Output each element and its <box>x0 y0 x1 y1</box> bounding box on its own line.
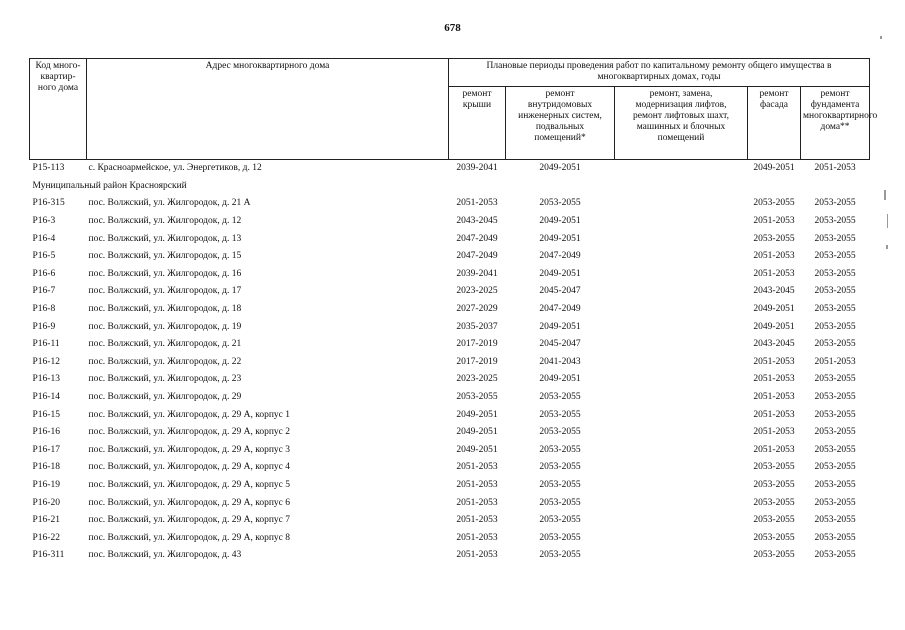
cell-systems: 2045-2047 <box>539 286 581 297</box>
cell-elevators <box>615 389 748 407</box>
cell-address: пос. Волжский, ул. Жилгородок, д. 23 <box>88 374 242 385</box>
cell-elevators <box>615 354 748 372</box>
cell-systems: 2041-2043 <box>539 356 581 367</box>
cell-foundation: 2053-2055 <box>814 251 856 262</box>
cell-code: Р16-14 <box>32 392 60 403</box>
cell-facade: 2053-2055 <box>753 198 795 209</box>
table-row <box>30 459 870 477</box>
cell-foundation: 2053-2055 <box>814 216 856 227</box>
cell-elevators <box>615 213 748 231</box>
table-row <box>30 477 870 495</box>
cell-elevators <box>615 512 748 530</box>
table-row <box>30 442 870 460</box>
cell-address: пос. Волжский, ул. Жилгородок, д. 29 А, корпус 6 <box>88 497 291 508</box>
table-row <box>30 389 870 407</box>
capital-repair-table <box>29 58 878 565</box>
cell-foundation: 2053-2055 <box>814 479 856 490</box>
cell-code: Р16-5 <box>32 251 56 262</box>
cell-code: Р16-15 <box>32 409 60 420</box>
cell-code: Р16-4 <box>32 233 56 244</box>
cell-facade: 2051-2053 <box>753 216 795 227</box>
cell-systems: 2053-2055 <box>539 409 581 420</box>
cell-foundation: 2053-2055 <box>814 462 856 473</box>
table-row <box>30 283 870 301</box>
cell-foundation: 2053-2055 <box>814 427 856 438</box>
cell-elevators <box>615 371 748 389</box>
cell-facade: 2051-2053 <box>753 444 795 455</box>
cell-systems: 2049-2051 <box>539 321 581 332</box>
cell-roof: 2051-2053 <box>456 532 498 543</box>
cell-address: пос. Волжский, ул. Жилгородок, д. 17 <box>88 286 242 297</box>
table-row <box>30 529 870 547</box>
cell-roof: 2051-2053 <box>456 479 498 490</box>
cell-code: Р16-12 <box>32 356 60 367</box>
cell-foundation: 2053-2055 <box>814 392 856 403</box>
cell-roof: 2051-2053 <box>456 515 498 526</box>
header-code: Код много- квартир- ного дома <box>30 59 87 160</box>
cell-roof: 2039-2041 <box>456 163 498 174</box>
cell-code: Р16-315 <box>32 198 65 209</box>
table-row <box>30 406 870 424</box>
cell-address: пос. Волжский, ул. Жилгородок, д. 29 А, корпус 7 <box>88 515 291 526</box>
cell-elevators <box>615 266 748 284</box>
cell-foundation: 2053-2055 <box>814 268 856 279</box>
cell-facade: 2051-2053 <box>753 268 795 279</box>
cell-roof: 2035-2037 <box>456 321 498 332</box>
cell-code: Р16-11 <box>32 339 60 350</box>
cell-roof: 2023-2025 <box>456 374 498 385</box>
table-row <box>30 248 870 266</box>
cell-address: пос. Волжский, ул. Жилгородок, д. 22 <box>88 356 242 367</box>
cell-elevators <box>615 424 748 442</box>
cell-code: Р16-8 <box>32 304 56 315</box>
cell-address: пос. Волжский, ул. Жилгородок, д. 16 <box>88 268 242 279</box>
cell-facade: 2053-2055 <box>753 497 795 508</box>
header-roof: ремонт крыши <box>449 87 506 160</box>
cell-foundation: 2053-2055 <box>814 198 856 209</box>
table-row <box>30 547 870 565</box>
cell-roof: 2023-2025 <box>456 286 498 297</box>
cell-foundation: 2053-2055 <box>814 233 856 244</box>
scan-speck <box>880 36 882 39</box>
cell-systems: 2053-2055 <box>539 515 581 526</box>
cell-facade: 2053-2055 <box>753 515 795 526</box>
cell-roof: 2051-2053 <box>456 550 498 561</box>
cell-elevators <box>615 318 748 336</box>
header-elevators: ремонт, замена, модернизация лифтов, ремонт лифтовых шахт, машинных и блочных помещений <box>615 87 748 160</box>
cell-foundation: 2053-2055 <box>814 532 856 543</box>
table-row <box>30 230 870 248</box>
cell-roof: 2017-2019 <box>456 339 498 350</box>
document-sheet <box>29 58 878 565</box>
cell-foundation: 2053-2055 <box>814 374 856 385</box>
cell-foundation: 2053-2055 <box>814 497 856 508</box>
cell-foundation: 2053-2055 <box>814 339 856 350</box>
table-row <box>30 371 870 389</box>
table-header <box>30 59 878 160</box>
cell-facade: 2051-2053 <box>753 427 795 438</box>
cell-roof: 2051-2053 <box>456 497 498 508</box>
cell-roof: 2017-2019 <box>456 356 498 367</box>
scan-speck <box>884 190 886 200</box>
cell-address: пос. Волжский, ул. Жилгородок, д. 12 <box>88 216 242 227</box>
cell-facade: 2053-2055 <box>753 550 795 561</box>
cell-facade: 2053-2055 <box>753 532 795 543</box>
cell-address: пос. Волжский, ул. Жилгородок, д. 29 А, корпус 8 <box>88 532 291 543</box>
cell-roof: 2051-2053 <box>456 198 498 209</box>
table-row <box>30 512 870 530</box>
page-number: 678 <box>444 22 461 34</box>
cell-address: пос. Волжский, ул. Жилгородок, д. 19 <box>88 321 242 332</box>
cell-roof: 2039-2041 <box>456 268 498 279</box>
table-row <box>30 494 870 512</box>
cell-roof: 2051-2053 <box>456 462 498 473</box>
cell-systems: 2053-2055 <box>539 392 581 403</box>
cell-code: Р16-311 <box>32 550 65 561</box>
cell-systems: 2053-2055 <box>539 462 581 473</box>
cell-facade: 2051-2053 <box>753 356 795 367</box>
cell-elevators <box>615 160 748 178</box>
header-systems: ремонт внутридомовых инженерных систем, подвальных помещений* <box>506 87 615 160</box>
cell-elevators <box>615 301 748 319</box>
cell-address: пос. Волжский, ул. Жилгородок, д. 29 А, корпус 5 <box>88 479 291 490</box>
cell-systems: 2053-2055 <box>539 550 581 561</box>
cell-foundation: 2053-2055 <box>814 515 856 526</box>
table-row <box>30 266 870 284</box>
cell-facade: 2049-2051 <box>753 163 795 174</box>
cell-code: Р16-7 <box>32 286 56 297</box>
cell-foundation: 2053-2055 <box>814 550 856 561</box>
cell-code: Р16-9 <box>32 321 56 332</box>
table-row <box>30 424 870 442</box>
cell-systems: 2053-2055 <box>539 427 581 438</box>
group-label: Муниципальный район Красноярский <box>32 180 187 191</box>
cell-elevators <box>615 248 748 266</box>
cell-elevators <box>615 494 748 512</box>
cell-address: пос. Волжский, ул. Жилгородок, д. 13 <box>88 233 242 244</box>
cell-address: пос. Волжский, ул. Жилгородок, д. 29 А, корпус 1 <box>88 409 291 420</box>
cell-systems: 2053-2055 <box>539 479 581 490</box>
cell-address: пос. Волжский, ул. Жилгородок, д. 15 <box>88 251 242 262</box>
cell-address: пос. Волжский, ул. Жилгородок, д. 21 А <box>88 198 251 209</box>
cell-roof: 2043-2045 <box>456 216 498 227</box>
cell-address: пос. Волжский, ул. Жилгородок, д. 43 <box>88 550 242 561</box>
cell-facade: 2051-2053 <box>753 251 795 262</box>
table-body <box>30 160 870 565</box>
cell-elevators <box>615 195 748 213</box>
header-address: Адрес многоквартирного дома <box>87 59 449 160</box>
cell-code: Р16-22 <box>32 532 60 543</box>
cell-code: Р16-16 <box>32 427 60 438</box>
cell-elevators <box>615 459 748 477</box>
cell-roof: 2053-2055 <box>456 392 498 403</box>
cell-systems: 2049-2051 <box>539 374 581 385</box>
cell-address: пос. Волжский, ул. Жилгородок, д. 29 А, корпус 4 <box>88 462 291 473</box>
header-periods-group: Плановые периоды проведения работ по капитальному ремонту общего имущества в многоквартирных домах, годы <box>449 59 870 87</box>
cell-code: Р16-3 <box>32 216 56 227</box>
table-row <box>30 301 870 319</box>
table-row <box>30 336 870 354</box>
cell-systems: 2049-2051 <box>539 163 581 174</box>
cell-elevators <box>615 406 748 424</box>
cell-facade: 2051-2053 <box>753 392 795 403</box>
cell-roof: 2027-2029 <box>456 304 498 315</box>
cell-address: пос. Волжский, ул. Жилгородок, д. 29 А, корпус 2 <box>88 427 291 438</box>
cell-facade: 2053-2055 <box>753 462 795 473</box>
table-row <box>30 318 870 336</box>
header-foundation: ремонт фундамента многоквартирного дома** <box>801 87 870 160</box>
header-facade: ремонт фасада <box>748 87 801 160</box>
cell-foundation: 2053-2055 <box>814 321 856 332</box>
cell-foundation: 2051-2053 <box>814 356 856 367</box>
cell-elevators <box>615 477 748 495</box>
cell-systems: 2049-2051 <box>539 233 581 244</box>
cell-address: с. Красноармейское, ул. Энергетиков, д. 12 <box>88 163 262 174</box>
group-row <box>30 178 870 196</box>
cell-systems: 2053-2055 <box>539 444 581 455</box>
cell-elevators <box>615 230 748 248</box>
cell-address: пос. Волжский, ул. Жилгородок, д. 29 А, корпус 3 <box>88 444 291 455</box>
cell-code: Р16-13 <box>32 374 60 385</box>
cell-systems: 2053-2055 <box>539 532 581 543</box>
cell-code: Р16-21 <box>32 515 60 526</box>
cell-roof: 2047-2049 <box>456 251 498 262</box>
cell-code: Р16-19 <box>32 479 60 490</box>
cell-facade: 2043-2045 <box>753 339 795 350</box>
cell-address: пос. Волжский, ул. Жилгородок, д. 18 <box>88 304 242 315</box>
cell-roof: 2047-2049 <box>456 233 498 244</box>
cell-foundation: 2053-2055 <box>814 286 856 297</box>
cell-elevators <box>615 336 748 354</box>
cell-foundation: 2053-2055 <box>814 444 856 455</box>
cell-roof: 2049-2051 <box>456 409 498 420</box>
table-row <box>30 213 870 231</box>
cell-systems: 2049-2051 <box>539 268 581 279</box>
cell-facade: 2053-2055 <box>753 479 795 490</box>
cell-foundation: 2053-2055 <box>814 409 856 420</box>
cell-facade: 2043-2045 <box>753 286 795 297</box>
table-row <box>30 195 870 213</box>
cell-elevators <box>615 547 748 565</box>
cell-facade: 2051-2053 <box>753 374 795 385</box>
cell-systems: 2053-2055 <box>539 198 581 209</box>
cell-elevators <box>615 442 748 460</box>
cell-code: Р16-6 <box>32 268 56 279</box>
cell-facade: 2049-2051 <box>753 321 795 332</box>
cell-code: Р16-20 <box>32 497 60 508</box>
cell-elevators <box>615 529 748 547</box>
cell-systems: 2047-2049 <box>539 304 581 315</box>
cell-code: Р16-18 <box>32 462 60 473</box>
cell-code: Р16-17 <box>32 444 60 455</box>
cell-code: Р15-113 <box>32 163 65 174</box>
cell-systems: 2053-2055 <box>539 497 581 508</box>
cell-systems: 2045-2047 <box>539 339 581 350</box>
cell-facade: 2051-2053 <box>753 409 795 420</box>
cell-systems: 2047-2049 <box>539 251 581 262</box>
cell-foundation: 2051-2053 <box>814 163 856 174</box>
table-row <box>30 160 870 178</box>
cell-address: пос. Волжский, ул. Жилгородок, д. 29 <box>88 392 242 403</box>
cell-systems: 2049-2051 <box>539 216 581 227</box>
cell-facade: 2053-2055 <box>753 233 795 244</box>
cell-facade: 2049-2051 <box>753 304 795 315</box>
scan-speck <box>887 214 888 228</box>
cell-foundation: 2053-2055 <box>814 304 856 315</box>
scan-speck <box>886 245 888 249</box>
cell-roof: 2049-2051 <box>456 444 498 455</box>
cell-elevators <box>615 283 748 301</box>
table-row <box>30 354 870 372</box>
cell-address: пос. Волжский, ул. Жилгородок, д. 21 <box>88 339 242 350</box>
cell-roof: 2049-2051 <box>456 427 498 438</box>
